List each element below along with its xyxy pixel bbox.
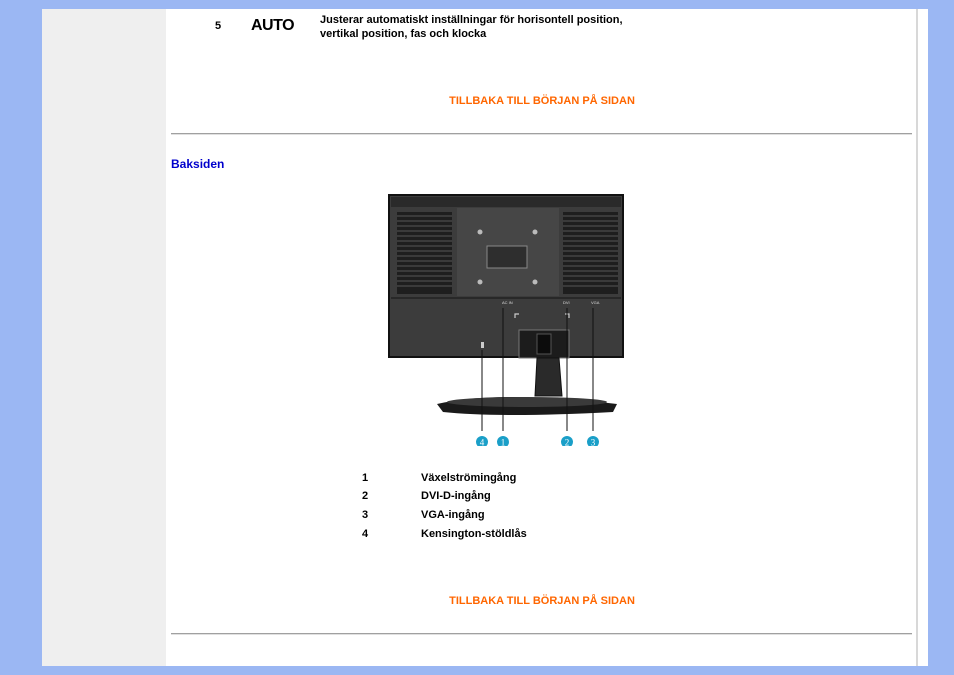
- callout-1: [497, 436, 509, 446]
- svg-text:3: 3: [590, 437, 596, 446]
- page-content: [42, 9, 928, 666]
- legend-number: 4: [362, 528, 369, 540]
- legend-label-dvi: DVI-D-ingång: [421, 490, 491, 502]
- control-number: 5: [215, 20, 222, 32]
- callout-3: [587, 436, 599, 446]
- left-sidebar: [42, 9, 166, 666]
- back-to-top-link[interactable]: TILLBAKA TILL BÖRJAN PÅ SIDAN: [449, 95, 635, 107]
- auto-button-icon: AUTO: [251, 17, 295, 34]
- svg-text:1: 1: [500, 437, 506, 446]
- port-label-dvi: DVI: [563, 300, 570, 305]
- legend-number: 1: [362, 472, 369, 484]
- callout-2: [561, 436, 573, 446]
- back-to-top-link[interactable]: TILLBAKA TILL BÖRJAN PÅ SIDAN: [449, 595, 635, 607]
- legend-number: 2: [362, 490, 369, 502]
- legend-label-kensington: Kensington-stöldlås: [421, 528, 527, 540]
- control-description: Justerar automatiskt inställningar för horisontell position, vertikal position, fas och klocka: [320, 14, 623, 40]
- divider: [171, 633, 912, 635]
- monitor-rear-illustration: [387, 194, 627, 446]
- port-label-ac-in: AC IN: [502, 300, 513, 305]
- legend-label-vga: VGA-ingång: [421, 509, 485, 521]
- monitor-rear-figure: [387, 194, 627, 451]
- svg-text:4: 4: [479, 437, 485, 446]
- section-title: Baksiden: [171, 157, 225, 171]
- legend-number: 3: [362, 509, 369, 521]
- right-border: [916, 9, 918, 666]
- port-label-vga: VGA: [591, 300, 600, 305]
- callout-4: [476, 436, 488, 446]
- divider: [171, 133, 912, 135]
- legend-label-ac-input: Växelströmingång: [421, 472, 517, 484]
- svg-text:2: 2: [564, 437, 570, 446]
